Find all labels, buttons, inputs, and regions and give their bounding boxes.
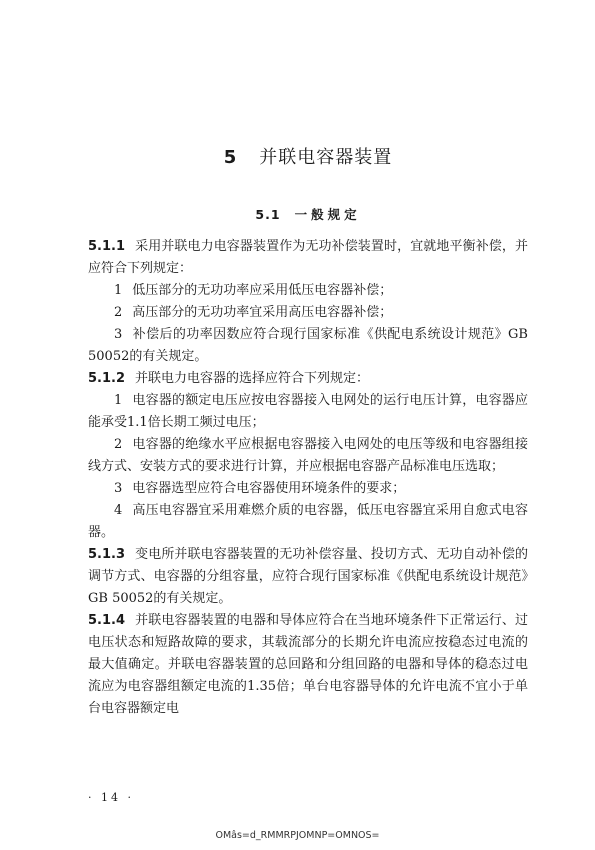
clause-text: 并联电力电容器的选择应符合下列规定：: [135, 371, 370, 386]
chapter-number: 5: [223, 147, 238, 168]
item-number: 3: [114, 327, 123, 342]
section-number: 5.1: [255, 207, 281, 222]
item-number: 4: [114, 503, 123, 518]
item-number: 2: [114, 305, 123, 320]
clause-5-1-4: [88, 610, 528, 720]
item-text: 高压部分的无功功率宜采用高压电容器补偿；: [132, 305, 393, 320]
clause-text: 采用并联电力电容器装置作为无功补偿装置时，宜就地平衡补偿，并应符合下列规定：: [88, 239, 528, 276]
item-text: 电容器的额定电压应按电容器接入电网处的运行电压计算，电容器应能承受1.1倍长期工频过电压；: [88, 393, 528, 430]
clause-text: 变电所并联电容器装置的无功补偿容量、投切方式、无功自动补偿的调节方式、电容器的分组容量，应符合现行国家标准《供配电系统设计规范》GB 50052的有关规定。: [88, 547, 528, 606]
list-item: [88, 280, 528, 302]
clause-text: 并联电容器装置的电器和导体应符合在当地环境条件下正常运行、过电压状态和短路故障的要求，其载流部分的长期允许电流应按稳态过电流的最大值确定。并联电容器装置的总回路和分组回路的电器和导体的稳态过电流应为电容器组额定电流的1.35倍；单台电容器导体的允许电流不宜小于单台电容器额定电: [88, 613, 528, 716]
list-item: [88, 434, 528, 478]
list-item: [88, 390, 528, 434]
item-text: 高压电容器宜采用难燃介质的电容器，低压电容器宜采用自愈式电容器。: [88, 503, 528, 540]
item-number: 1: [114, 393, 123, 408]
list-item: [88, 324, 528, 368]
item-number: 1: [114, 283, 123, 298]
item-text: 电容器选型应符合电容器使用环境条件的要求；: [132, 481, 406, 496]
list-item: [88, 478, 528, 500]
clause-number: 5.1.1: [88, 239, 126, 254]
chapter-title-text: 并联电容器装置: [259, 147, 393, 168]
section-title: [88, 205, 528, 223]
item-text: 电容器的绝缘水平应根据电容器接入电网处的电压等级和电容器组接线方式、安装方式的要求进行计算，并应根据电容器产品标准电压选取；: [88, 437, 528, 474]
item-number: 3: [114, 481, 123, 496]
item-text: 低压部分的无功功率应采用低压电容器补偿；: [132, 283, 393, 298]
clause-5-1-1: [88, 236, 528, 280]
body-text: [88, 236, 528, 720]
clause-number: 5.1.4: [88, 613, 126, 628]
clause-5-1-3: [88, 544, 528, 610]
clause-number: 5.1.3: [88, 547, 126, 562]
footer-code: OMâs=d_RMMRPJOMNP=OMNOS=: [215, 830, 380, 841]
clause-5-1-2: [88, 368, 528, 390]
item-text: 补偿后的功率因数应符合现行国家标准《供配电系统设计规范》GB 50052的有关规定。: [88, 327, 528, 364]
list-item: [88, 302, 528, 324]
clause-number: 5.1.2: [88, 371, 126, 386]
item-number: 2: [114, 437, 123, 452]
list-item: [88, 500, 528, 544]
page-number: · 14 ·: [88, 791, 134, 804]
chapter-title: [88, 143, 528, 169]
section-title-text: 一般规定: [294, 207, 361, 222]
